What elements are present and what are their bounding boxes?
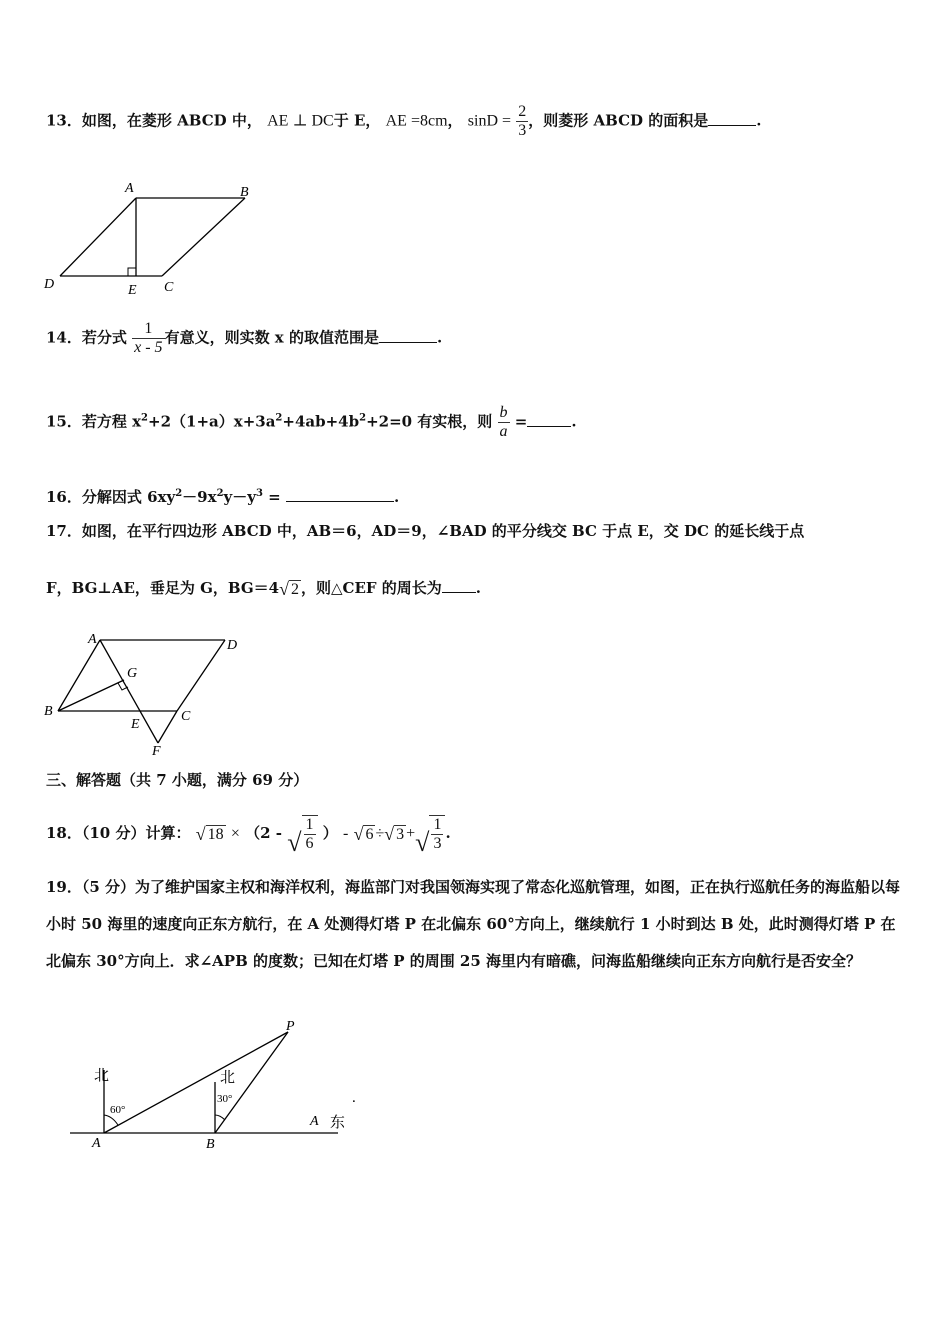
label-d: D	[227, 638, 238, 653]
label-d: D	[44, 277, 55, 292]
question-18: 18．（10 分）计算： √ 18 × （2 - √ $\frac{1}{6}$ ） - √ 6 ÷ √ 3 + √ $\frac{1}{3}$ .	[46, 816, 451, 857]
label-a: A	[92, 1136, 101, 1151]
label-p: P	[286, 1019, 295, 1034]
north-label-a: 北	[94, 1066, 110, 1084]
answer-blank	[286, 487, 394, 502]
label-a: A	[88, 632, 97, 647]
label-f: F	[152, 744, 161, 759]
answer-blank	[442, 578, 476, 593]
rhombus-figure	[40, 178, 270, 298]
north-label-b: 北	[220, 1068, 236, 1086]
question-19: 19．（5 分）为了维护国家主权和海洋权利，海监部门对我国领海实现了常态化巡航管理，如图，正在执行巡航任务的海监船以每小时 50 海里的速度向正东方航行，在 A 处测得灯塔 P 在北偏东 60°方向上，继续航行 1 小时到达 B 处，此时测得灯塔 P 在北偏东 30°方向上．求∠APB 的度数；已知在灯塔 P 的周围 25 海里内有暗礁，问海监船继续向正东方向航行是否安全？	[46, 878, 901, 970]
label-a: A	[125, 181, 134, 196]
q14-fraction: $\frac{1}{x - 5}$	[134, 320, 163, 356]
label-c: C	[181, 709, 191, 724]
east-label: 东	[330, 1113, 346, 1131]
label-b: B	[44, 704, 53, 719]
question-14: 14．若分式 $\frac{1}{x - 5}$ 有意义，则实数 x 的取值范围是 .	[46, 320, 443, 356]
angle-30-label: 30°	[217, 1093, 233, 1105]
question-15: 15．若方程 $x^2+2(1+a)x+3a^2+4ab+4b^2+2=0$ 有实根，则 $\frac{b}{a}$ = .	[46, 404, 577, 440]
sin-fraction: $\frac{2}{3}$	[518, 103, 527, 139]
answer-blank	[527, 412, 571, 427]
angle-60-label: 60°	[110, 1104, 126, 1116]
navigation-figure	[60, 1010, 370, 1160]
section-title: 三、解答题（共 7 小题，满分 69 分）	[46, 771, 309, 789]
figure-period: .	[352, 1090, 356, 1106]
label-b: B	[240, 185, 249, 200]
question-16: 16．分解因式 $6xy^2-9x^2y-y^3$ = .	[46, 488, 400, 506]
answer-blank	[379, 328, 437, 343]
label-c: C	[164, 280, 174, 295]
label-b: B	[206, 1137, 215, 1152]
question-17-line1: 17．如图，在平行四边形 ABCD 中，AB＝6，AD＝9，∠BAD 的平分线交 BC 于点 E，交 DC 的延长线于点	[46, 522, 805, 540]
sqrt-2: √ 2	[279, 579, 300, 599]
answer-blank	[708, 111, 756, 126]
label-e: E	[131, 717, 140, 732]
label-e: E	[128, 283, 137, 298]
label-a-east: A	[310, 1114, 319, 1129]
parallelogram-figure	[40, 625, 260, 760]
label-g: G	[127, 666, 138, 681]
question-13: 13．如图，在菱形 ABCD 中， AE ⊥ DC于 E， AE =8cm， sinD = $\frac{2}{3}$ ，则菱形 ABCD 的面积是 .	[46, 103, 762, 139]
question-17-line2: F，BG⊥AE，垂足为 G，BG＝4 √ 2 ，则△CEF 的周长为 .	[46, 579, 482, 599]
q15-fraction: $\frac{b}{a}$	[499, 404, 508, 440]
